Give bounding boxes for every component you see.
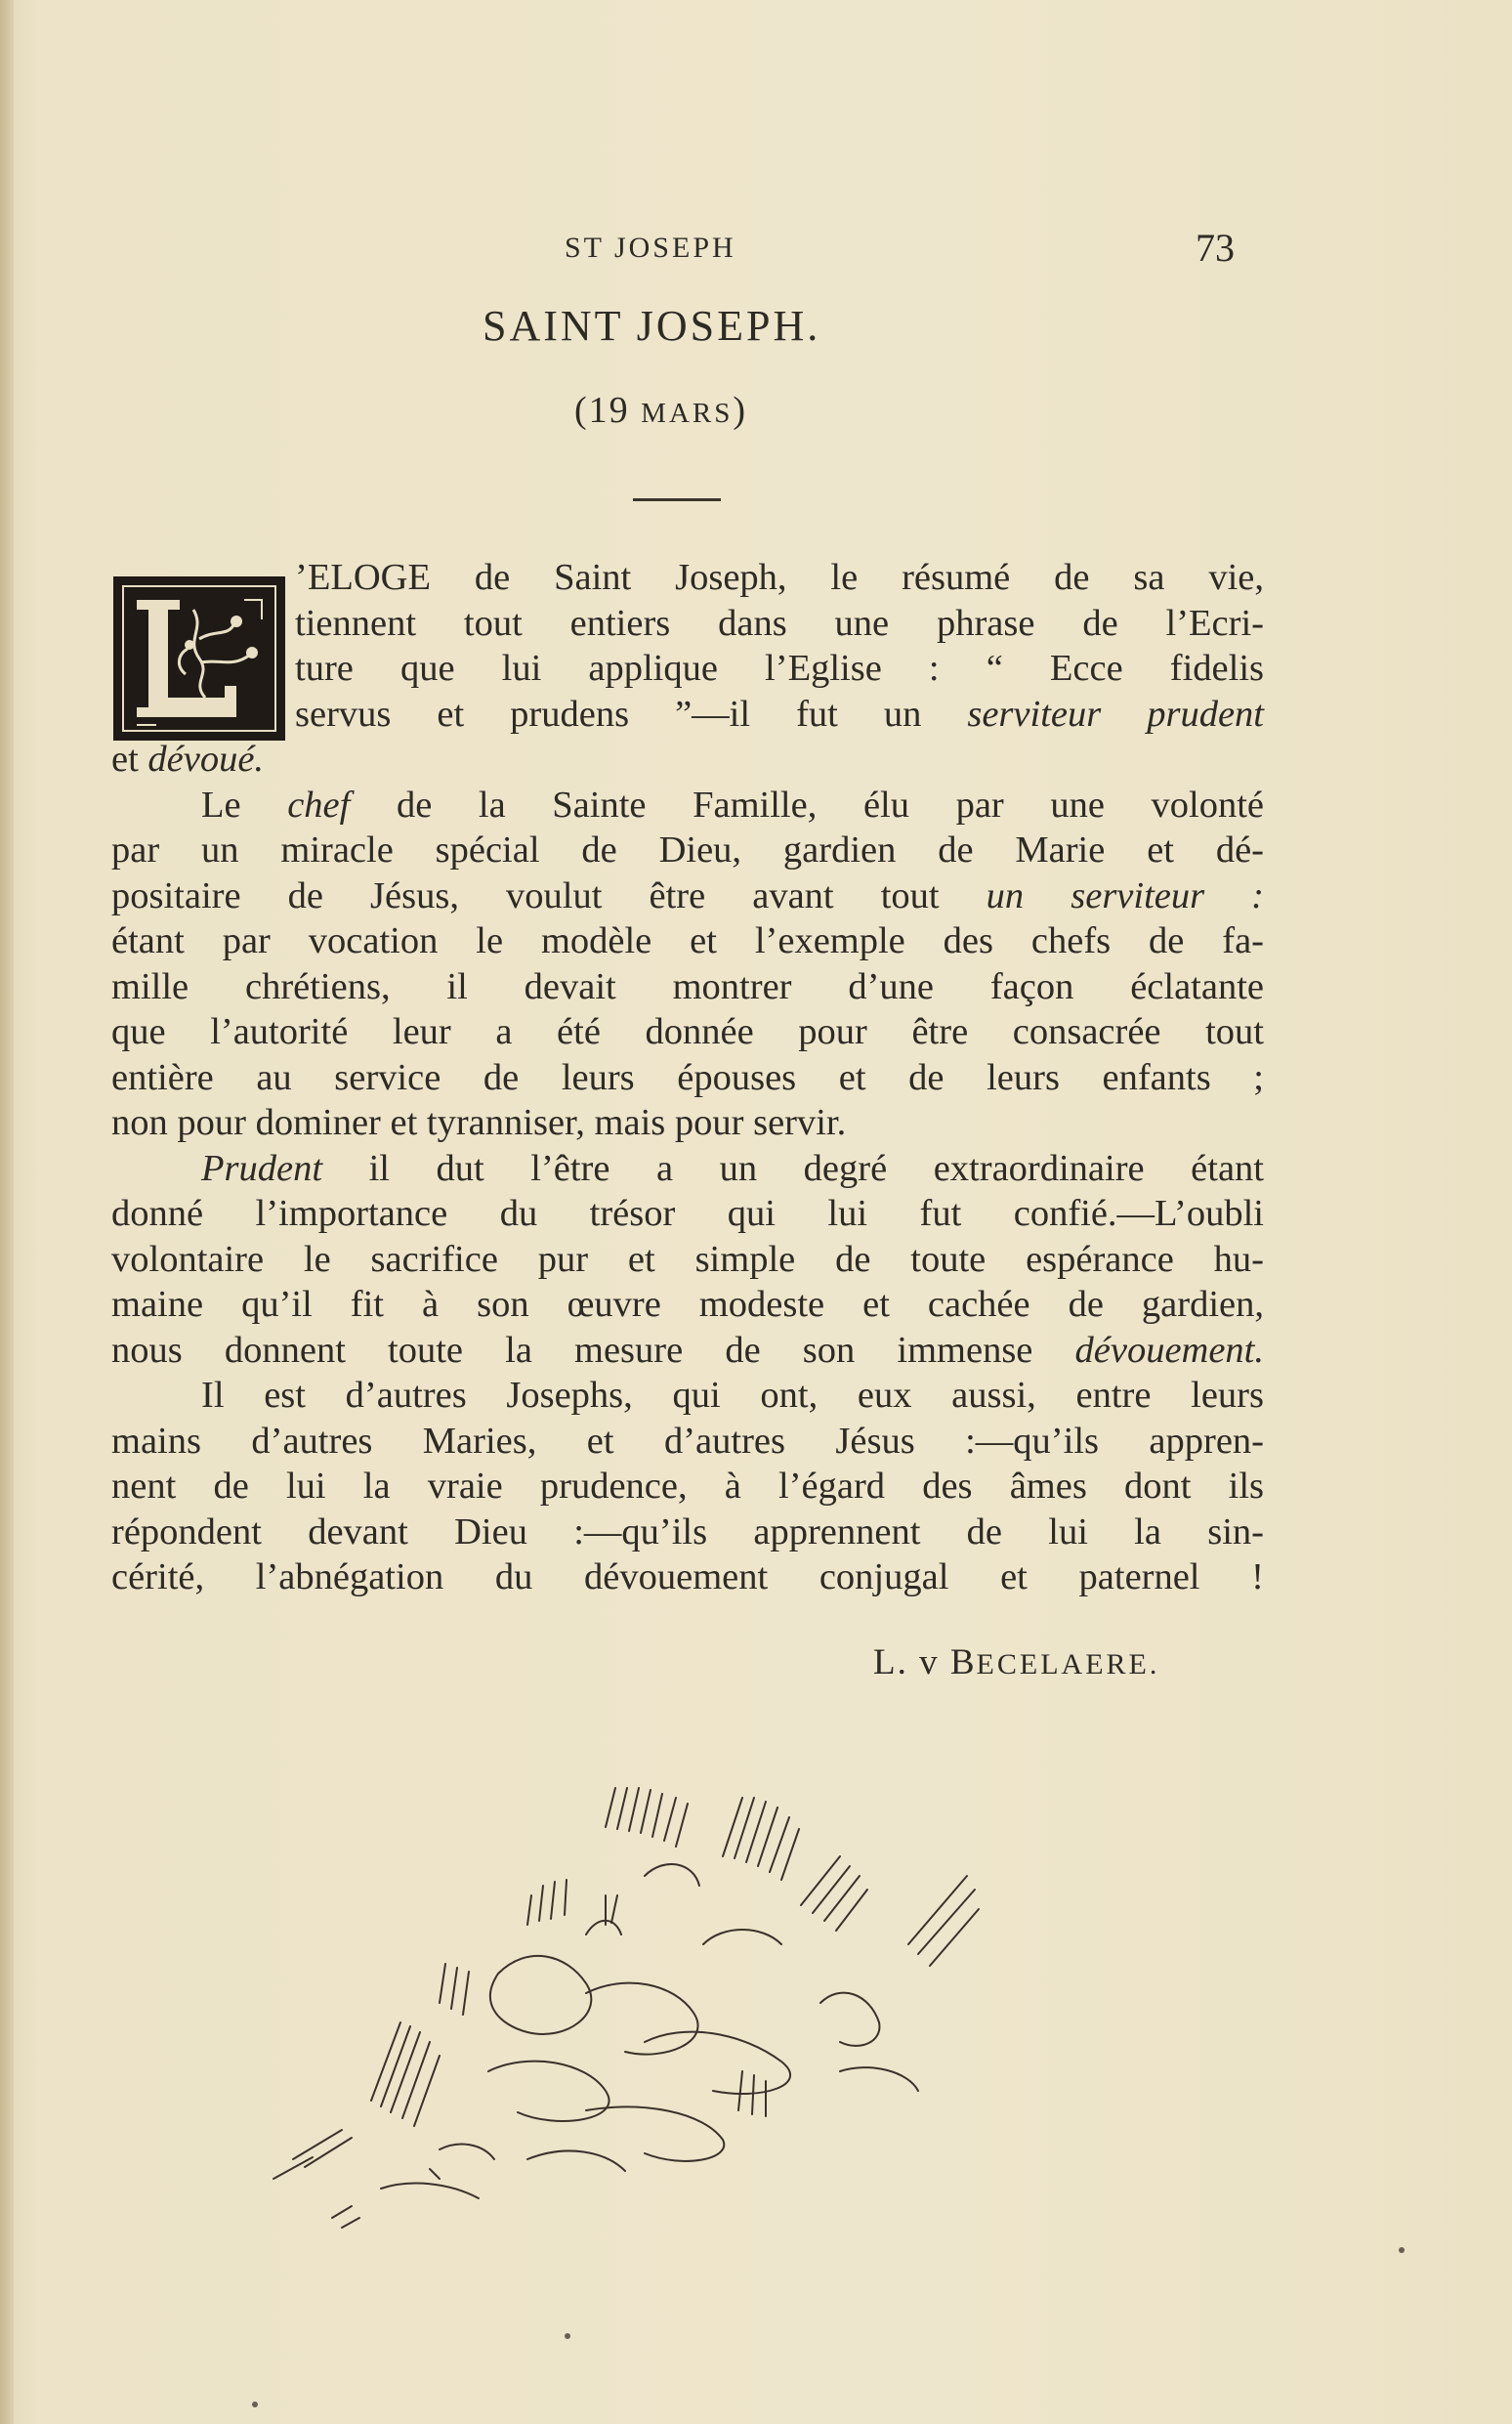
body-line: maine qu’il fit à son œuvre modeste et cachée de gardien, [111, 1284, 1264, 1325]
body-line [111, 737, 1264, 783]
body-line-text: il dut l’être a un degré extraordinaire étant [322, 1147, 1264, 1189]
author-signature [873, 1641, 1159, 1683]
article-body [111, 555, 1264, 1600]
body-line: étant par vocation le modèle et l’exemple des chefs de fa- [111, 920, 1264, 961]
body-line: nent de lui la vraie prudence, à l’égard des âmes dont ils [111, 1466, 1264, 1507]
signature-name-first: B [949, 1642, 977, 1682]
paper-speck [1399, 2247, 1405, 2253]
paper-speck [252, 2402, 258, 2407]
body-line: donné l’importance du trésor qui lui fut confié.—L’oubli [111, 1193, 1264, 1234]
body-line [111, 1328, 1264, 1374]
signature-name-rest: ECELAERE. [976, 1648, 1160, 1680]
body-line: ture que lui applique l’Eglise : “ Ecce fidelis [295, 648, 1264, 689]
running-head-title: ST JOSEPH [565, 232, 736, 264]
body-line: que l’autorité leur a été donnée pour être consacrée tout [111, 1011, 1264, 1052]
body-line: Il est d’autres Josephs, qui ont, eux aussi, entre leurs [201, 1375, 1264, 1416]
body-line-emphasis: dévoué. [147, 739, 265, 780]
body-line: mille chrétiens, il devait montrer d’une façon éclatante [111, 965, 1264, 1007]
body-line-text: servus et prudens ”—il fut un [295, 693, 968, 735]
body-line-text: et [111, 739, 148, 780]
feast-date [574, 389, 747, 432]
body-line: volontaire le sacrifice pur et simple de toute espérance hu- [111, 1238, 1264, 1280]
body-line-emphasis: chef [287, 784, 351, 826]
body-line-text: nous donnent toute la mesure de son immense [111, 1329, 1075, 1371]
body-line-emphasis: un serviteur : [986, 874, 1264, 916]
page-number: 73 [1196, 226, 1235, 270]
body-line: par un miracle spécial de Dieu, gardien de Marie et dé- [111, 829, 1264, 871]
body-line-text: positaire de Jésus, voulut être avant tout [111, 874, 987, 916]
body-line: tiennent tout entiers dans une phrase de l’Ecri- [295, 602, 1264, 644]
paper-speck [565, 2333, 570, 2339]
title-rule [633, 498, 721, 501]
body-line [111, 692, 1264, 738]
landscape-sketch-icon [234, 1749, 1211, 2257]
feast-date-open: (19 [574, 390, 642, 431]
signature-initial: L. v [873, 1642, 950, 1682]
body-line: ’ELOGE de Saint Joseph, le résumé de sa vie, [295, 557, 1264, 598]
article-title: SAINT JOSEPH. [483, 302, 821, 350]
body-line-text: Le [201, 784, 288, 826]
body-line-emphasis: Prudent [201, 1147, 323, 1189]
body-line: entière au service de leurs épouses et de leurs enfants ; [111, 1056, 1264, 1098]
body-line-text: de la Sainte Famille, élu par une volonté [350, 784, 1265, 826]
tailpiece-illustration [234, 1749, 1211, 2257]
body-line: répondent devant Dieu :—qu’ils apprennent de lui la sin- [111, 1510, 1264, 1552]
feast-date-month: MARS [641, 398, 734, 429]
book-spine-edge [0, 0, 14, 2424]
body-line-emphasis: dévouement. [1074, 1329, 1264, 1371]
body-line: non pour dominer et tyranniser, mais pour servir. [111, 1102, 847, 1143]
body-line [111, 1146, 1264, 1192]
body-line: mains d’autres Maries, et d’autres Jésus :—qu’ils appren- [111, 1420, 1264, 1462]
body-line [111, 783, 1264, 829]
feast-date-close: ) [733, 390, 748, 431]
body-line: cérité, l’abnégation du dévouement conjugal et paternel ! [111, 1556, 1264, 1597]
body-line [111, 873, 1264, 919]
body-line-emphasis: serviteur prudent [967, 693, 1264, 735]
